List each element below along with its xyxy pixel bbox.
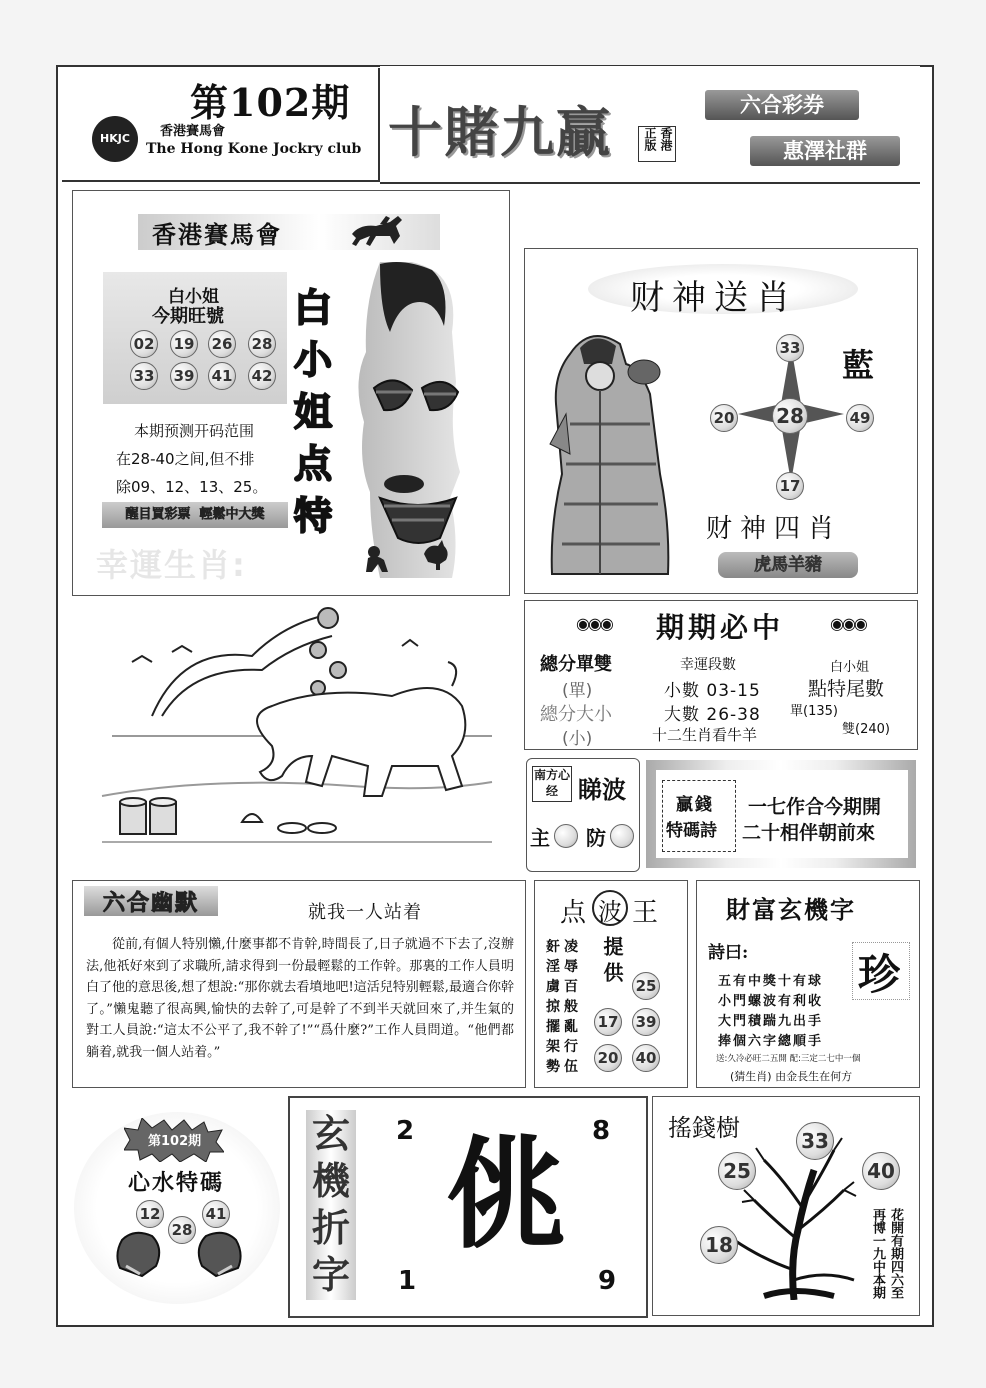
watermark-text: 幸運生肖: (96, 546, 247, 584)
chaizi-num-tl: 2 (396, 1116, 415, 1146)
nanfang-tag: 南方心经 (532, 766, 572, 802)
caifu-line-1: 五有中獎十有球 (718, 974, 824, 989)
qiqi-r2-right: 點特尾數 (808, 678, 885, 700)
card-title-1: 白小姐 (168, 287, 219, 307)
caifu-char: 珍 (858, 950, 901, 999)
dianbo-column-text: 淫辱 (546, 959, 582, 975)
humor-title: 六合幽默 (84, 886, 218, 916)
boxing-glove-left-icon (112, 1226, 168, 1286)
predict-line-2: 在28-40之间,但不排 (116, 450, 255, 468)
dianbo-title-a: 点 (560, 898, 587, 928)
caifu-shi: 詩曰: (708, 943, 749, 963)
xinshui-title: 心水特碼 (128, 1170, 225, 1196)
card-ball: 41 (208, 362, 236, 390)
qiqi-r3-dan: 單(135) (790, 704, 838, 719)
qiqi-r3-left: 總分大小 (540, 704, 612, 725)
model-photo (340, 262, 506, 578)
zhu-label: 主 (530, 826, 550, 850)
tree-ball-3: 40 (862, 1152, 900, 1190)
card-ball: 19 (170, 330, 198, 358)
club-name-en: The Hong Kone Jockry club (146, 141, 362, 157)
logo-icon: HKJC (92, 116, 138, 162)
slogan-bar: 醒目買彩票 輕鬆中大獎 (102, 502, 288, 528)
qiqi-r3-mid: 大數 26-38 (664, 705, 761, 725)
caifu-line-4: 捧個六字總順手 (718, 1034, 824, 1049)
caifu-note: 送:久冷必旺二五開 配:三定二七中一個 (716, 1054, 861, 1064)
monkey-icon (362, 544, 392, 578)
dianbo-ball-4: 20 (594, 1044, 622, 1072)
official-stamp: 香港正版 (638, 126, 676, 162)
chaizi-num-bl: 1 (398, 1266, 417, 1296)
horse-icon (346, 214, 416, 252)
chaizi-num-br: 9 (598, 1266, 617, 1296)
fang-ball (610, 824, 634, 848)
tree-title: 搖錢樹 (668, 1114, 740, 1142)
dianbo-ball-1: 25 (632, 972, 660, 1000)
predict-line-3: 除09、12、13、25。 (116, 478, 268, 496)
xinshui-ball-1: 12 (136, 1200, 164, 1228)
fang-label: 防 (586, 826, 606, 850)
compass-south-ball: 17 (776, 472, 804, 500)
nanfang-title: 睇波 (578, 775, 626, 804)
compass-north-ball: 33 (776, 334, 804, 362)
card-ball: 28 (248, 330, 276, 358)
dianbo-title-c: 王 (632, 898, 659, 928)
poem-label-2: 特碼詩 (666, 821, 717, 841)
jockey-banner-text: 香港賽馬會 (152, 220, 282, 249)
card-ball: 26 (208, 330, 236, 358)
caifu-line-3: 大門積踹九出手 (718, 1014, 824, 1029)
chaizi-num-tr: 8 (592, 1116, 611, 1146)
dianbo-column-text: 虜百 (546, 979, 582, 995)
dianbo-column-text: 勢伍 (546, 1059, 582, 1075)
zhu-ball (554, 824, 578, 848)
qiqi-r4-shuang: 雙(240) (842, 722, 890, 737)
club-name-cn: 香港賽馬會 (160, 124, 226, 139)
caifu-riddle: (猜生肖) 由金長生在何方 (730, 1070, 853, 1083)
main-title: 十賭九贏 (388, 100, 612, 164)
qiqi-r2-left: (單) (562, 681, 593, 701)
caishen-subtitle: 财神四肖 (706, 514, 843, 544)
elephant-illustration (92, 606, 502, 860)
rooster-icon (418, 538, 452, 576)
dianbo-column-text: 掠般 (546, 999, 582, 1015)
caishen-title: 财神送肖 (630, 278, 798, 318)
dianbo-title-b: 波 (592, 890, 628, 926)
compass-west-ball: 20 (710, 404, 738, 432)
poem-line-1: 一七作合今期開 (748, 796, 882, 818)
compass-center-ball: 28 (772, 398, 808, 434)
tree-ball-1: 33 (796, 1122, 834, 1160)
chaizi-title: 玄機折字 (306, 1110, 356, 1300)
tree-ball-4: 18 (700, 1226, 738, 1264)
poem-label-1: 贏錢 (676, 795, 714, 815)
dianbo-ball-2: 17 (594, 1008, 622, 1036)
qiqi-r4-left: (小) (562, 729, 593, 749)
god-of-wealth-figure (540, 324, 680, 578)
xinshui-ball-3: 41 (202, 1200, 230, 1228)
xinshui-badge: 第102期 (148, 1134, 202, 1149)
card-ball: 33 (130, 362, 158, 390)
qiqi-r1-right: 白小姐 (830, 660, 870, 675)
card-title-2: 今期旺號 (152, 306, 224, 327)
card-ball: 02 (130, 330, 158, 358)
compass-east-ball: 49 (846, 404, 874, 432)
tag-lottery: 六合彩券 (705, 90, 859, 120)
money-tree-illustration (694, 1130, 864, 1304)
boxing-glove-right-icon (190, 1226, 246, 1286)
disc-icon-left: ◉◉◉ (576, 614, 612, 633)
color-word: 藍 (842, 346, 875, 384)
dianbo-column-text: 擺亂 (546, 1019, 582, 1035)
dianbo-column-text: 架行 (546, 1039, 582, 1055)
humor-subtitle: 就我一人站着 (308, 902, 422, 923)
issue-number: 第102期 (190, 80, 351, 125)
qiqi-r2-mid: 小數 03-15 (664, 681, 761, 701)
qiqi-title: 期期必中 (656, 611, 785, 644)
card-ball: 42 (248, 362, 276, 390)
disc-icon-right: ◉◉◉ (830, 614, 866, 633)
chaizi-char: 佻 (446, 1124, 566, 1265)
tag-community: 惠澤社群 (750, 136, 900, 166)
predict-line-1: 本期预测开码范围 (134, 422, 255, 440)
xinshui-ball-2: 28 (168, 1216, 196, 1244)
tree-ball-2: 25 (718, 1152, 756, 1190)
dianbo-ball-5: 40 (632, 1044, 660, 1072)
qiqi-r4-mid: 十二生肖看牛羊 (652, 726, 758, 744)
side-title: 白小姐点特 (294, 285, 333, 538)
card-ball: 39 (170, 362, 198, 390)
caifu-line-2: 小門螺波有利收 (718, 994, 824, 1009)
humor-body: 從前,有個人特别懶,什麼事都不肯幹,時間長了,日子就過不下去了,沒辦法,他祇好來到了求職所,請求得到一份最輕鬆的工作幹。那裏的工作人員明白了他的意思後,想了想說:“那你就去看墳地吧!這活兒特别輕鬆,最適合你幹了。”懶鬼聽了很高興,愉快的去幹了,可是幹了不到半天就回來了,并生氣的對工人員說:“這太不公平了,我不幹了!”“爲什麼?”工作人員問道。“他們都躺着,就我一個人站着。” (86, 937, 514, 1060)
caifu-title: 財富玄機字 (726, 895, 856, 924)
qiqi-r1-mid: 幸運段數 (680, 657, 736, 673)
qiqi-r1-left: 總分單雙 (540, 654, 612, 675)
tree-verse: 花開有期四六至 再博一九中本期 (870, 1208, 903, 1299)
dianbo-provide: 提供 (600, 936, 624, 988)
dianbo-ball-3: 39 (632, 1008, 660, 1036)
zodiac-tag: 虎馬羊豬 (718, 552, 858, 578)
poem-line-2: 二十相伴朝前來 (742, 822, 876, 844)
dianbo-column-text: 姧凌 (546, 939, 582, 955)
